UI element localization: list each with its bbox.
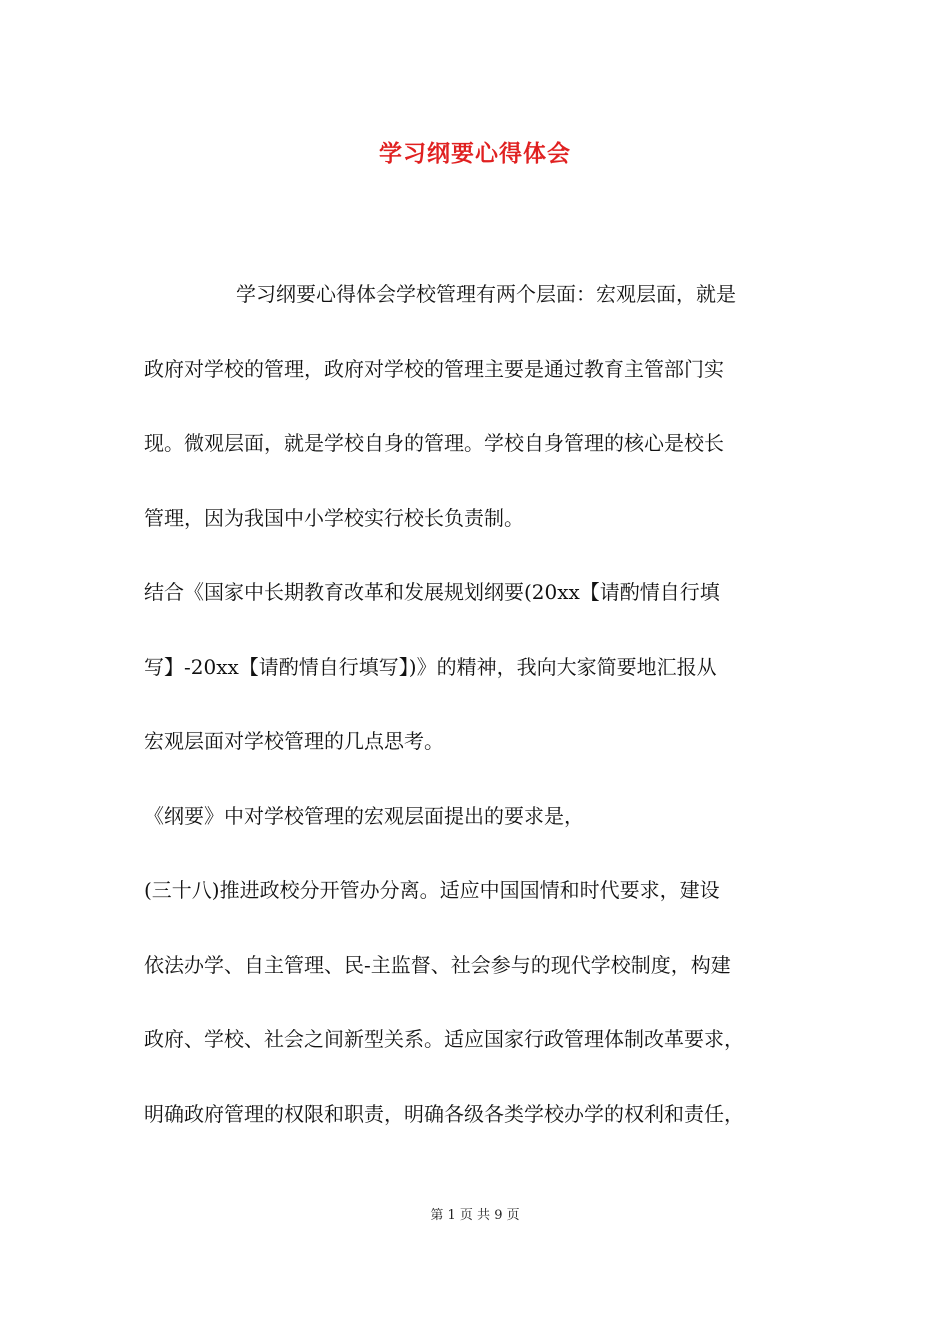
body-line: 宏观层面对学校管理的几点思考。 bbox=[144, 729, 444, 753]
body-line: 结合《国家中长期教育改革和发展规划纲要(20xx【请酌情自行填 bbox=[144, 580, 720, 604]
body-line: 学习纲要心得体会学校管理有两个层面：宏观层面，就是 bbox=[236, 282, 736, 306]
body-line: 管理，因为我国中小学校实行校长负责制。 bbox=[144, 506, 524, 530]
body-line: 依法办学、自主管理、民-主监督、社会参与的现代学校制度，构建 bbox=[144, 953, 731, 977]
body-line: 明确政府管理的权限和职责，明确各级各类学校办学的权利和责任， bbox=[144, 1102, 744, 1126]
body-line: (三十八)推进政校分开管办分离。适应中国国情和时代要求，建设 bbox=[144, 878, 720, 902]
body-line: 现。微观层面，就是学校自身的管理。学校自身管理的核心是校长 bbox=[144, 431, 724, 455]
document-title: 学习纲要心得体会 bbox=[379, 140, 571, 167]
body-line: 政府对学校的管理，政府对学校的管理主要是通过教育主管部门实 bbox=[144, 357, 724, 381]
body-line: 政府、学校、社会之间新型关系。适应国家行政管理体制改革要求， bbox=[144, 1027, 744, 1051]
page-number: 第 1 页 共 9 页 bbox=[430, 1208, 520, 1223]
body-line: 写】-20xx【请酌情自行填写】)》的精神，我向大家简要地汇报从 bbox=[144, 655, 717, 679]
body-line: 《纲要》中对学校管理的宏观层面提出的要求是， bbox=[144, 804, 584, 828]
